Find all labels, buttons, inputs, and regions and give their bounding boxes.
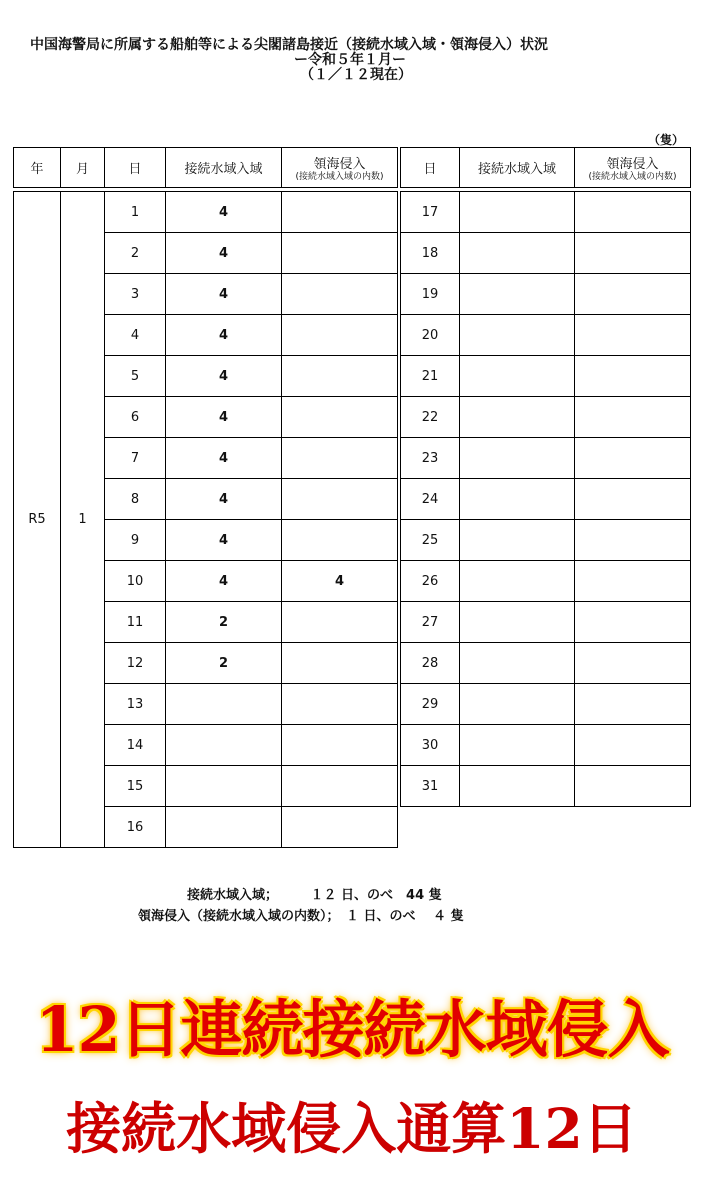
- table-row: [401, 725, 691, 766]
- intrusion-cell: [575, 766, 691, 807]
- intrusion-cell: [282, 397, 398, 438]
- document-period: ー令和５年１月ー: [294, 52, 406, 68]
- contiguous-cell: [166, 766, 282, 807]
- intrusion-cell: [282, 479, 398, 520]
- header-contiguous: 接続水域入域: [166, 148, 282, 188]
- contiguous-cell: [166, 807, 282, 848]
- intrusion-cell: [575, 520, 691, 561]
- day-cell: 3: [105, 274, 166, 315]
- intrusion-cell: 4: [282, 561, 398, 602]
- contiguous-cell: [460, 520, 575, 561]
- table-row: [401, 356, 691, 397]
- table-row: [401, 438, 691, 479]
- contiguous-cell: [460, 438, 575, 479]
- headline-banner: 12日連続接続水域侵入: [35, 993, 669, 1066]
- contiguous-cell: [460, 643, 575, 684]
- intrusion-cell: [575, 684, 691, 725]
- left-data-table: [13, 147, 398, 848]
- contiguous-cell: 4: [166, 438, 282, 479]
- day-cell: 14: [105, 725, 166, 766]
- day-cell: 28: [401, 643, 460, 684]
- intrusion-cell: [575, 274, 691, 315]
- intrusion-cell: [282, 766, 398, 807]
- summary-contiguous: 接続水域入域； １２ 日、のべ 44 隻: [187, 888, 442, 903]
- intrusion-cell: [575, 315, 691, 356]
- intrusion-cell: [282, 438, 398, 479]
- header-day-right: 日: [401, 148, 460, 188]
- intrusion-cell: [575, 192, 691, 233]
- header-intrusion-right: [575, 148, 691, 188]
- header-intrusion-sub: (接続水域入域の内数): [295, 171, 384, 182]
- contiguous-cell: 4: [166, 356, 282, 397]
- contiguous-cell: 4: [166, 315, 282, 356]
- intrusion-cell: [282, 725, 398, 766]
- day-cell: 22: [401, 397, 460, 438]
- intrusion-cell: [575, 233, 691, 274]
- day-cell: 12: [105, 643, 166, 684]
- day-cell: 30: [401, 725, 460, 766]
- table-row: [401, 479, 691, 520]
- table-row: [401, 684, 691, 725]
- table-row: [401, 643, 691, 684]
- month-cell: 1: [61, 192, 105, 848]
- contiguous-cell: [460, 315, 575, 356]
- day-cell: 13: [105, 684, 166, 725]
- day-cell: 1: [105, 192, 166, 233]
- contiguous-cell: [460, 561, 575, 602]
- table-row: [401, 602, 691, 643]
- contiguous-cell: [166, 725, 282, 766]
- day-cell: 8: [105, 479, 166, 520]
- header-contiguous-right: 接続水域入域: [460, 148, 575, 188]
- header-intrusion-label: 領海侵入: [313, 156, 366, 172]
- contiguous-cell: [460, 766, 575, 807]
- table-row: [401, 561, 691, 602]
- intrusion-cell: [575, 397, 691, 438]
- header-day: 日: [105, 148, 166, 188]
- day-cell: 24: [401, 479, 460, 520]
- table-row: [401, 397, 691, 438]
- intrusion-cell: [282, 233, 398, 274]
- document-title: 中国海警局に所属する船舶等による尖閣諸島接近（接続水域入域・領海侵入）状況: [30, 37, 548, 53]
- day-cell: 20: [401, 315, 460, 356]
- intrusion-cell: [282, 315, 398, 356]
- intrusion-cell: [575, 438, 691, 479]
- intrusion-cell: [575, 479, 691, 520]
- contiguous-cell: 4: [166, 397, 282, 438]
- header-intrusion-sub-right: (接続水域入域の内数): [588, 171, 677, 182]
- day-cell: 16: [105, 807, 166, 848]
- contiguous-cell: [460, 397, 575, 438]
- contiguous-cell: 4: [166, 520, 282, 561]
- intrusion-cell: [575, 643, 691, 684]
- table-row: [14, 192, 398, 233]
- table-row: [401, 520, 691, 561]
- intrusion-cell: [575, 561, 691, 602]
- contiguous-cell: 4: [166, 192, 282, 233]
- day-cell: 23: [401, 438, 460, 479]
- day-cell: 10: [105, 561, 166, 602]
- intrusion-cell: [282, 684, 398, 725]
- intrusion-cell: [282, 520, 398, 561]
- day-cell: 5: [105, 356, 166, 397]
- day-cell: 18: [401, 233, 460, 274]
- contiguous-cell: [460, 274, 575, 315]
- right-data-table: [400, 147, 691, 807]
- header-intrusion: [282, 148, 398, 188]
- summary-intrusion: 領海侵入（接続水域入域の内数）； １ 日、のべ ４ 隻: [138, 909, 464, 924]
- table-row: [401, 315, 691, 356]
- day-cell: 2: [105, 233, 166, 274]
- contiguous-cell: [460, 233, 575, 274]
- contiguous-cell: [460, 725, 575, 766]
- day-cell: 26: [401, 561, 460, 602]
- contiguous-cell: [460, 356, 575, 397]
- day-cell: 25: [401, 520, 460, 561]
- intrusion-cell: [575, 356, 691, 397]
- intrusion-cell: [575, 602, 691, 643]
- subline-banner: 接続水域侵入通算12日: [66, 1096, 638, 1161]
- day-cell: 17: [401, 192, 460, 233]
- day-cell: 31: [401, 766, 460, 807]
- header-year: 年: [14, 148, 61, 188]
- contiguous-cell: 2: [166, 602, 282, 643]
- day-cell: 6: [105, 397, 166, 438]
- unit-label: （隻）: [648, 133, 685, 147]
- day-cell: 21: [401, 356, 460, 397]
- intrusion-cell: [575, 725, 691, 766]
- contiguous-cell: 4: [166, 274, 282, 315]
- right-header-row: [401, 148, 691, 188]
- intrusion-cell: [282, 192, 398, 233]
- contiguous-cell: 4: [166, 479, 282, 520]
- day-cell: 27: [401, 602, 460, 643]
- contiguous-cell: [460, 192, 575, 233]
- day-cell: 19: [401, 274, 460, 315]
- contiguous-cell: [460, 602, 575, 643]
- intrusion-cell: [282, 807, 398, 848]
- contiguous-cell: 4: [166, 233, 282, 274]
- day-cell: 15: [105, 766, 166, 807]
- contiguous-cell: 4: [166, 561, 282, 602]
- day-cell: 9: [105, 520, 166, 561]
- intrusion-cell: [282, 643, 398, 684]
- table-row: [401, 274, 691, 315]
- table-row: [401, 192, 691, 233]
- left-header-row: [14, 148, 398, 188]
- intrusion-cell: [282, 274, 398, 315]
- document-as-of-date: （１／１２現在）: [300, 67, 412, 83]
- year-cell: R5: [14, 192, 61, 848]
- table-row: [401, 233, 691, 274]
- day-cell: 11: [105, 602, 166, 643]
- header-intrusion-label-right: 領海侵入: [606, 156, 659, 172]
- contiguous-cell: [166, 684, 282, 725]
- table-row: [401, 766, 691, 807]
- intrusion-cell: [282, 602, 398, 643]
- day-cell: 29: [401, 684, 460, 725]
- header-month: 月: [61, 148, 105, 188]
- contiguous-cell: [460, 479, 575, 520]
- contiguous-cell: [460, 684, 575, 725]
- contiguous-cell: 2: [166, 643, 282, 684]
- intrusion-cell: [282, 356, 398, 397]
- day-cell: 4: [105, 315, 166, 356]
- day-cell: 7: [105, 438, 166, 479]
